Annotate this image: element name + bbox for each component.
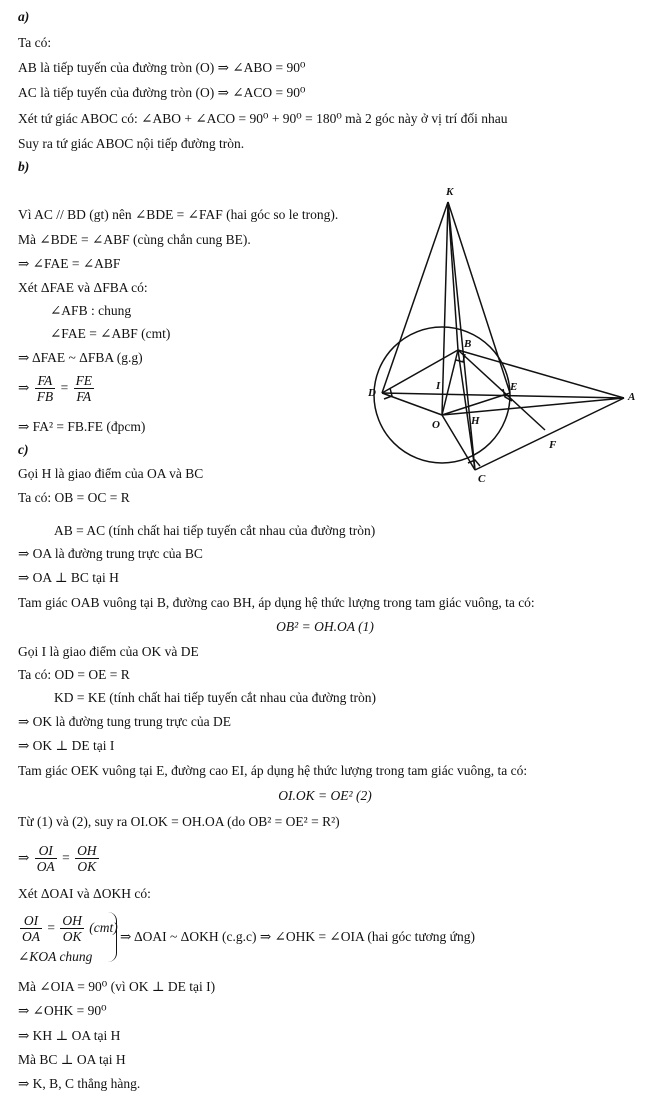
part-a-heading: a) [18,9,30,24]
segment-kd [382,202,448,393]
text-line: Xét tứ giác ABOC có: ∠ABO + ∠ACO = 90⁰ + 90⁰ = 180⁰ mà 2 góc này ở vị trí đối nhau [18,111,508,126]
label-h: H [471,415,480,427]
text-line: ⇒ ∠FAE = ∠ABF [18,256,121,271]
text-line: Ta có: OD = OE = R [18,667,130,682]
numerator: FE [75,373,93,389]
text-line: ⇒ FA² = FB.FE (đpcm) [18,419,146,434]
text-line: AC là tiếp tuyến của đường tròn (O) ⇒ ∠ACO = 90⁰ [18,85,306,100]
numerator: OH [77,843,97,859]
text-line: Mà ∠BDE = ∠ABF (cùng chắn cung BE). [18,232,251,247]
math-text: ⇒ [18,850,30,865]
text-line: ∠KOA chung [18,949,93,964]
math-text: ⇒ [18,380,30,395]
fraction [35,843,57,874]
label-o: O [432,419,440,431]
label-b: B [464,338,472,350]
text-line: Gọi H là giao điểm của OA và BC [18,466,204,481]
text-line: Mà BC ⊥ OA tại H [18,1052,126,1067]
segment-ob [442,350,458,415]
denominator: FA [76,389,92,405]
text-line: Xét ΔOAI và ΔOKH có: [18,886,151,901]
label-e: E [510,381,518,393]
numerator: OI [35,843,57,859]
denominator: FB [36,389,54,405]
text-line: Suy ra tứ giác ABOC nội tiếp đường tròn. [18,136,245,151]
math-text: (cmt) [89,920,118,935]
fraction-equation [18,372,96,404]
text-line: AB là tiếp tuyến của đường tròn (O) ⇒ ∠ABO = 90⁰ [18,60,306,75]
label-k: K [446,186,454,198]
part-c-heading: c) [18,442,29,457]
part-b-heading: b) [18,159,30,174]
numerator: FA [35,373,56,389]
fraction [74,373,95,404]
math-text: = [47,920,55,935]
denominator: OK [62,929,82,945]
text-line: Tam giác OEK vuông tại E, đường cao EI, áp dụng hệ thức lượng trong tam giác vuông, ta có: [18,763,528,778]
text-line: Ta có: [18,35,52,50]
label-c: C [478,473,486,485]
text-line: AB = AC (tính chất hai tiếp tuyến cắt nhau của đường tròn) [54,523,376,538]
text-line: Vì AC // BD (gt) nên ∠BDE = ∠FAF (hai góc so le trong). [18,207,339,222]
numerator: OH [62,913,82,929]
segment-ba [458,350,624,398]
text-line: ⇒ ∠OHK = 90⁰ [18,1003,107,1018]
label-d: D [368,387,376,399]
text-line: ⇒ K, B, C thẳng hàng. [18,1076,141,1091]
text-line: Mà ∠OIA = 90⁰ (vì OK ⊥ DE tại I) [18,979,216,994]
math-text: = [62,850,70,865]
text-line: Gọi I là giao điểm của OK và DE [18,644,199,659]
numerator: OI [20,913,42,929]
denominator: OA [36,859,55,875]
equation-1: OB² = OH.OA (1) [276,619,374,634]
text-line: ⇒ ΔOAI ~ ΔOKH (c.g.c) ⇒ ∠OHK = ∠OIA (hai góc tương ứng) [120,929,475,944]
segment-db [382,350,458,393]
fraction [20,913,42,944]
text-line: ⇒ OA ⊥ BC tại H [18,570,119,585]
text-line: ⇒ OA là đường trung trực của BC [18,546,203,561]
segment-bc [458,350,475,470]
fraction-equation [18,842,101,874]
fraction-equation [18,912,118,944]
text-line: ∠FAE = ∠ABF (cmt) [50,326,171,341]
fraction [75,843,99,874]
text-line: Ta có: OB = OC = R [18,490,130,505]
text-line: Tam giác OAB vuông tại B, đường cao BH, áp dụng hệ thức lượng trong tam giác vuông, ta có: [18,595,535,610]
text-line: KD = KE (tính chất hai tiếp tuyến cắt nhau của đường tròn) [54,690,376,705]
equation-2: OI.OK = OE² (2) [278,788,372,803]
curly-brace [108,912,117,962]
fraction [35,373,56,404]
denominator: OK [77,859,97,875]
text-line: ⇒ KH ⊥ OA tại H [18,1028,121,1043]
text-line: Xét ΔFAE và ΔFBA có: [18,280,148,295]
text-line: ⇒ ΔFAE ~ ΔFBA (g.g) [18,350,143,365]
denominator: OA [22,929,40,945]
fraction [60,913,84,944]
label-a: A [628,391,636,403]
label-f: F [549,439,557,451]
text-line: ⇒ OK là đường tung trung trực của DE [18,714,232,729]
geometry-figure [360,180,645,490]
text-line: Từ (1) và (2), suy ra OI.OK = OH.OA (do OB² = OE² = R²) [18,814,340,829]
math-text: = [60,380,69,395]
label-i: I [436,380,441,392]
text-line: ∠AFB : chung [50,303,132,318]
segment-ko [442,202,448,415]
text-line: ⇒ OK ⊥ DE tại I [18,738,115,753]
